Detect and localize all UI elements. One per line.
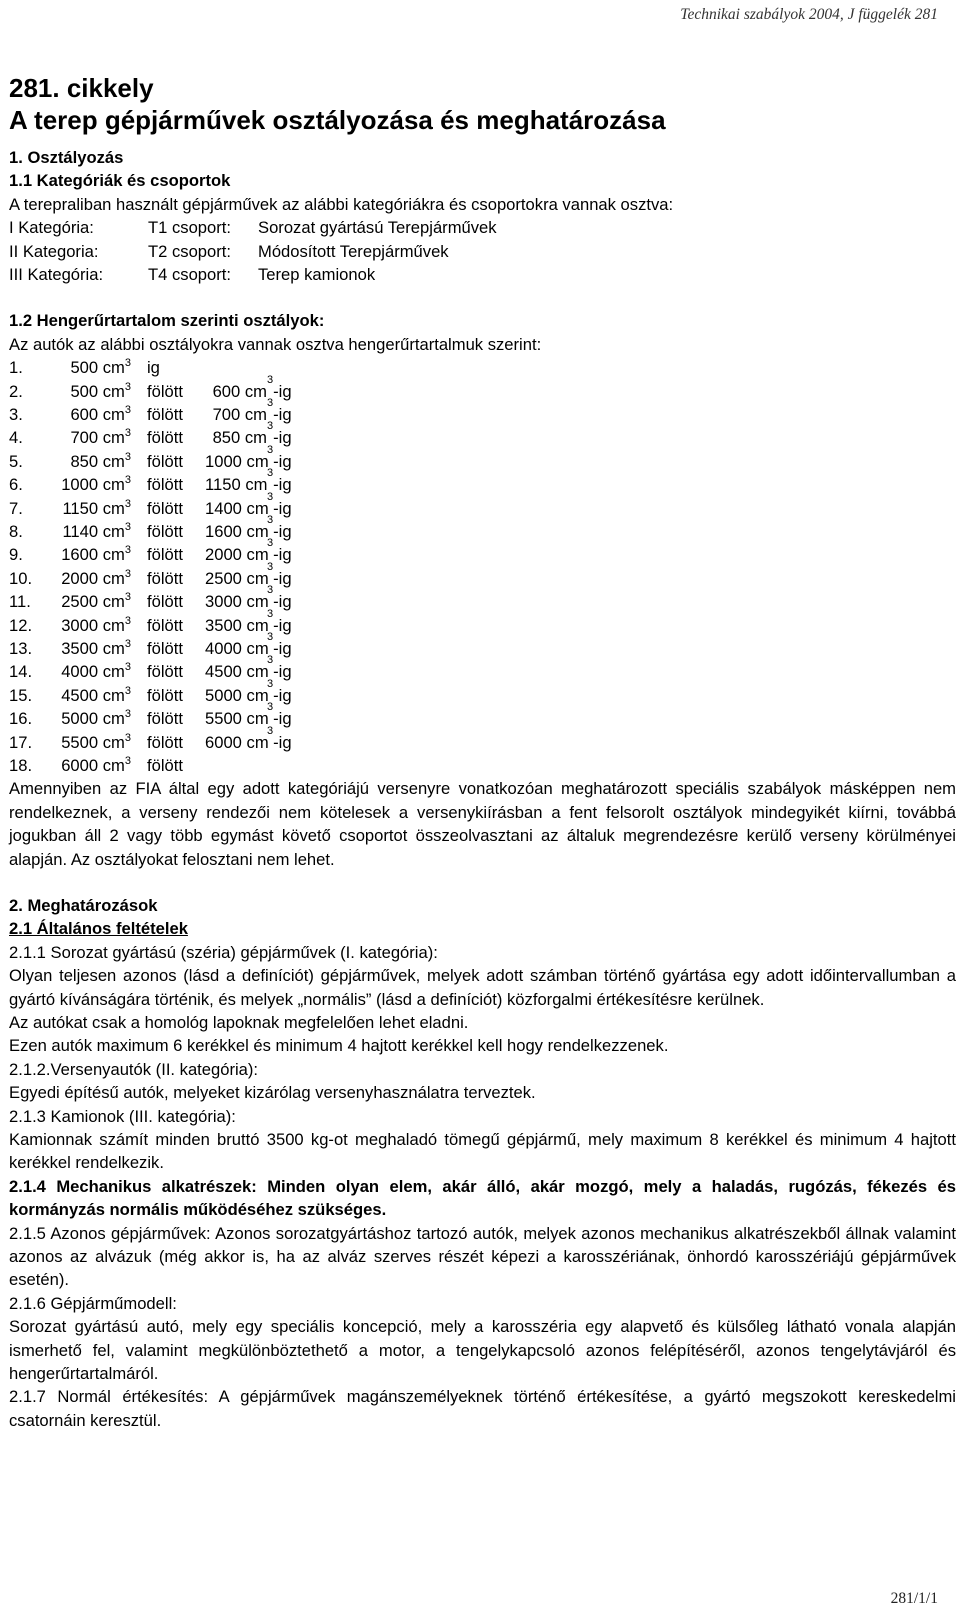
class-row: 15. 4500 $cm^3$ fölött 5000 cm 3 -ig: [9, 684, 956, 707]
class-upper-bound: 6000 cm: [205, 732, 269, 752]
class-keyword: fölött: [147, 498, 183, 518]
class-row: 9. 1600 $cm^3$ fölött 2000 cm 3 -ig: [9, 543, 956, 566]
class-keyword: fölött: [147, 615, 183, 635]
class-upper-bound: 600 cm: [212, 381, 267, 401]
class-lower-bound: 4500 $cm^3$: [61, 684, 131, 705]
class-lower-bound: 600 $cm^3$: [70, 404, 131, 425]
class-row: 3. 600 $cm^3$ fölött 700 cm 3 -ig: [9, 403, 956, 426]
category-row: [9, 263, 956, 286]
group-label: T4 csoport:: [148, 265, 232, 285]
class-row: 10. 2000 $cm^3$ fölött 2500 cm 3 -ig: [9, 567, 956, 590]
class-row: 13. 3500 $cm^3$ fölött 4000 cm 3 -ig: [9, 637, 956, 660]
class-suffix: -ig: [273, 428, 292, 448]
class-upper-bound: 1600 cm: [205, 521, 269, 541]
class-upper-bound: 3500 cm: [205, 615, 269, 635]
section-1-1-intro: A terepraliban használt gépjárművek az alábbi kategóriákra és csoportokra vannak osztva:: [9, 194, 674, 214]
section-2-1-1-paragraph-3: Ezen autók maximum 6 kerékkel és minimum 4 hajtott kerékkel kell hogy rendelkezzenek.: [9, 1036, 669, 1056]
class-suffix: -ig: [273, 662, 292, 682]
class-suffix: -ig: [273, 498, 292, 518]
group-description: Sorozat gyártású Terepjárművek: [258, 218, 497, 238]
class-row: [9, 754, 956, 777]
section-1-heading: 1. Osztályozás: [9, 148, 124, 167]
article-number: 281. cikkely: [9, 73, 154, 103]
class-upper-bound: 5500 cm: [205, 709, 269, 729]
category-row: [9, 240, 956, 263]
class-row: 4. 700 $cm^3$ fölött 850 cm 3 -ig: [9, 426, 956, 449]
class-keyword: fölött: [147, 732, 183, 752]
section-2-1-5-paragraph: 2.1.5 Azonos gépjárművek: Azonos sorozatgyártáshoz tartozó autók, melyek azonos mechanikus alkatrészekből állnak valamint azonos az alvázuk (még akkor is, ha az alváz szerves részét képezi a karosszériának, önhordó karosszériájú gépjárművek esetén).: [9, 1223, 956, 1290]
group-description: Terep kamionok: [258, 265, 376, 285]
class-keyword: fölött: [147, 428, 183, 448]
class-upper-bound: 4500 cm: [205, 662, 269, 682]
class-keyword: fölött: [147, 638, 183, 658]
class-keyword: fölött: [147, 545, 183, 565]
class-suffix: -ig: [273, 709, 292, 729]
class-row: 7. 1150 $cm^3$ fölött 1400 cm 3 -ig: [9, 497, 956, 520]
group-description: Módosított Terepjárművek: [258, 241, 449, 261]
section-2-1-7-paragraph: 2.1.7 Normál értékesítés: A gépjárművek magánszemélyeknek történő értékesítése, a gyártó megszokott kereskedelmi csatornáin keresztül.: [9, 1387, 956, 1430]
class-lower-bound: 2000 $cm^3$: [61, 567, 131, 588]
class-lower-bound: 1000 $cm^3$: [61, 474, 131, 495]
class-lower-bound: 3000 $cm^3$: [61, 614, 131, 635]
class-number: 2.: [9, 381, 23, 401]
class-upper-bound: 2500 cm: [205, 568, 269, 588]
class-number: 8.: [9, 521, 23, 541]
class-row: [9, 356, 956, 379]
class-upper-bound: 1400 cm: [205, 498, 269, 518]
class-upper-bound: 700 cm: [212, 405, 267, 425]
class-number: 15.: [9, 685, 33, 705]
class-number: 7.: [9, 498, 23, 518]
class-number: 14.: [9, 662, 33, 682]
section-2-1-2-paragraph: Egyedi építésű autók, melyeket kizárólag versenyhasználatra terveztek.: [9, 1083, 536, 1103]
class-row: 5. 850 $cm^3$ fölött 1000 cm 3 -ig: [9, 450, 956, 473]
class-number: 6.: [9, 475, 23, 495]
class-keyword: fölött: [147, 381, 183, 401]
class-suffix: -ig: [273, 381, 292, 401]
section-2-1-heading: 2.1 Általános feltételek: [9, 919, 188, 939]
class-row: 12. 3000 $cm^3$ fölött 3500 cm 3 -ig: [9, 614, 956, 637]
class-number: 10.: [9, 568, 33, 588]
section-2-1-1-paragraph-2: Az autókat csak a homológ lapoknak megfelelően lehet eladni.: [9, 1012, 469, 1032]
category-label: I Kategória:: [9, 218, 94, 238]
class-row: 6. 1000 $cm^3$ fölött 1150 cm 3 -ig: [9, 473, 956, 496]
section-2-heading: 2. Meghatározások: [9, 895, 158, 915]
class-upper-bound: 3000 cm: [205, 592, 269, 612]
class-lower-bound: 1600 $cm^3$: [61, 544, 131, 565]
class-suffix: -ig: [273, 592, 292, 612]
class-number: 9.: [9, 545, 23, 565]
section-2-1-1-heading: 2.1.1 Sorozat gyártású (széria) gépjárművek (I. kategória):: [9, 942, 438, 962]
section-1-2-intro: Az autók az alábbi osztályokra vannak osztva hengerűrtartalmuk szerint:: [9, 334, 542, 354]
section-2-1-6-paragraph: Sorozat gyártású autó, mely egy speciális koncepció, mely a karosszéria egy alapvető és külsőleg látható vonala alapján ismerhető fel, valamint megkülönböztethető a motor, a tengelykapcsoló azonos felépítéséről, azonos tengelytávjáról és hengerűrtartalmáról.: [9, 1317, 956, 1384]
section-1-2-heading: 1.2 Hengerűrtartalom szerinti osztályok:: [9, 311, 325, 331]
article-title: A terep gépjárművek osztályozása és meghatározása: [9, 105, 666, 135]
class-upper-bound: 5000 cm: [205, 685, 269, 705]
class-number: 16.: [9, 709, 33, 729]
class-number: 1.: [9, 358, 23, 378]
section-2-1-3-heading: 2.1.3 Kamionok (III. kategória):: [9, 1106, 236, 1126]
class-suffix: -ig: [273, 638, 292, 658]
category-list: [9, 216, 956, 286]
class-number: 4.: [9, 428, 23, 448]
group-label: T2 csoport:: [148, 241, 232, 261]
class-row: 16. 5000 $cm^3$ fölött 5500 cm 3 -ig: [9, 707, 956, 730]
class-keyword: fölött: [147, 475, 183, 495]
class-lower-bound: 1140 $cm^3$: [62, 520, 131, 541]
section-2-1-2-heading: 2.1.2.Versenyautók (II. kategória):: [9, 1059, 259, 1079]
class-suffix: -ig: [273, 545, 292, 565]
class-suffix: -ig: [273, 732, 292, 752]
class-keyword: fölött: [147, 568, 183, 588]
section-2-1-3-paragraph: Kamionnak számít minden bruttó 3500 kg-ot meghaladó tömegű gépjármű, mely maximum 8 kerékkel és minimum 4 hajtott kerékkel rendelkezik.: [9, 1129, 956, 1173]
class-suffix: -ig: [273, 475, 292, 495]
class-keyword: fölött: [147, 755, 183, 775]
running-header: Technikai szabályok 2004, J függelék 281: [680, 6, 938, 23]
class-keyword: ig: [147, 358, 160, 378]
section-2-1-6-heading: 2.1.6 Gépjárműmodell:: [9, 1293, 177, 1313]
category-label: II Kategoria:: [9, 241, 99, 261]
class-suffix: -ig: [273, 568, 292, 588]
class-lower-bound: 6000 $cm^3$: [61, 754, 131, 775]
class-suffix: -ig: [273, 451, 292, 471]
class-number: 3.: [9, 405, 23, 425]
class-keyword: fölött: [147, 592, 183, 612]
class-keyword: fölött: [147, 405, 183, 425]
class-keyword: fölött: [147, 709, 183, 729]
category-row: [9, 216, 956, 239]
page-number: 281/1/1: [890, 1590, 938, 1607]
class-lower-bound: 5500 $cm^3$: [61, 731, 131, 752]
section-1-1-heading: 1.1 Kategóriák és csoportok: [9, 171, 231, 191]
class-upper-bound: 4000 cm: [205, 638, 269, 658]
class-keyword: fölött: [147, 451, 183, 471]
class-lower-bound: 3500 $cm^3$: [61, 637, 131, 658]
class-lower-bound: 500 $cm^3$: [70, 380, 131, 401]
class-number: 5.: [9, 451, 23, 471]
displacement-class-list: [9, 356, 956, 777]
document-body: [9, 72, 956, 1432]
group-label: T1 csoport:: [148, 218, 232, 238]
class-number: 18.: [9, 755, 33, 775]
class-upper-bound: 1150 cm: [205, 475, 268, 495]
class-lower-bound: 700 $cm^3$: [70, 427, 131, 448]
class-number: 17.: [9, 732, 33, 752]
section-2-1-4-paragraph: 2.1.4 Mechanikus alkatrészek: Minden olyan elem, akár álló, akár mozgó, mely a haladás, rugózás, fékezés és kormányzás normális működéséhez szükséges.: [9, 1176, 956, 1220]
class-row: 2. 500 $cm^3$ fölött 600 cm 3 -ig: [9, 380, 956, 403]
class-upper-bound: 2000 cm: [205, 545, 269, 565]
class-suffix: -ig: [273, 405, 292, 425]
class-lower-bound: 4000 $cm^3$: [61, 661, 131, 682]
class-row: 17. 5500 $cm^3$ fölött 6000 cm 3 -ig: [9, 731, 956, 754]
class-keyword: fölött: [147, 685, 183, 705]
class-lower-bound: 850 $cm^3$: [70, 450, 131, 471]
section-1-2-paragraph: Amennyiben az FIA által egy adott kategóriájú versenyre vonatkozóan meghatározott speciális szabályok másképpen nem rendelkeznek, a verseny rendezői nem kötelesek a versenykiírásban a fent felsorolt osztályok mindegyikét kiírni, továbbá jogukban áll 2 vagy több egymást követő csoportot összeolvasztani az általuk megrendezésre kerülő verseny körülményei alapján. Az osztályokat felosztani nem lehet.: [9, 779, 956, 869]
section-2-1-1-paragraph-1: Olyan teljesen azonos (lásd a definíciót) gépjárművek, melyek adott számban történő gyártása egy adott időintervallumban a gyártó kívánságára történik, és melyek „normális” (lásd a definíciót) közforgalmi értékesítésre kerülnek.: [9, 966, 956, 1009]
class-keyword: fölött: [147, 662, 183, 682]
class-suffix: -ig: [273, 615, 292, 635]
class-keyword: fölött: [147, 521, 183, 541]
class-lower-bound: 2500 $cm^3$: [61, 591, 131, 612]
category-label: III Kategória:: [9, 265, 104, 285]
class-lower-bound: 1150 $cm^3$: [62, 497, 131, 518]
class-number: 11.: [9, 592, 31, 612]
class-number: 12.: [9, 615, 33, 635]
class-suffix: -ig: [273, 685, 292, 705]
class-lower-bound: 5000 $cm^3$: [61, 708, 131, 729]
class-row: 11. 2500 $cm^3$ fölött 3000 cm 3 -ig: [9, 590, 956, 613]
class-row: 14. 4000 $cm^3$ fölött 4500 cm 3 -ig: [9, 660, 956, 683]
class-row: 8. 1140 $cm^3$ fölött 1600 cm 3 -ig: [9, 520, 956, 543]
class-upper-bound: 850 cm: [212, 428, 267, 448]
class-lower-bound: 500 $cm^3$: [70, 357, 131, 378]
class-suffix: -ig: [273, 521, 292, 541]
class-number: 13.: [9, 638, 33, 658]
class-upper-bound: 1000 cm: [205, 451, 269, 471]
